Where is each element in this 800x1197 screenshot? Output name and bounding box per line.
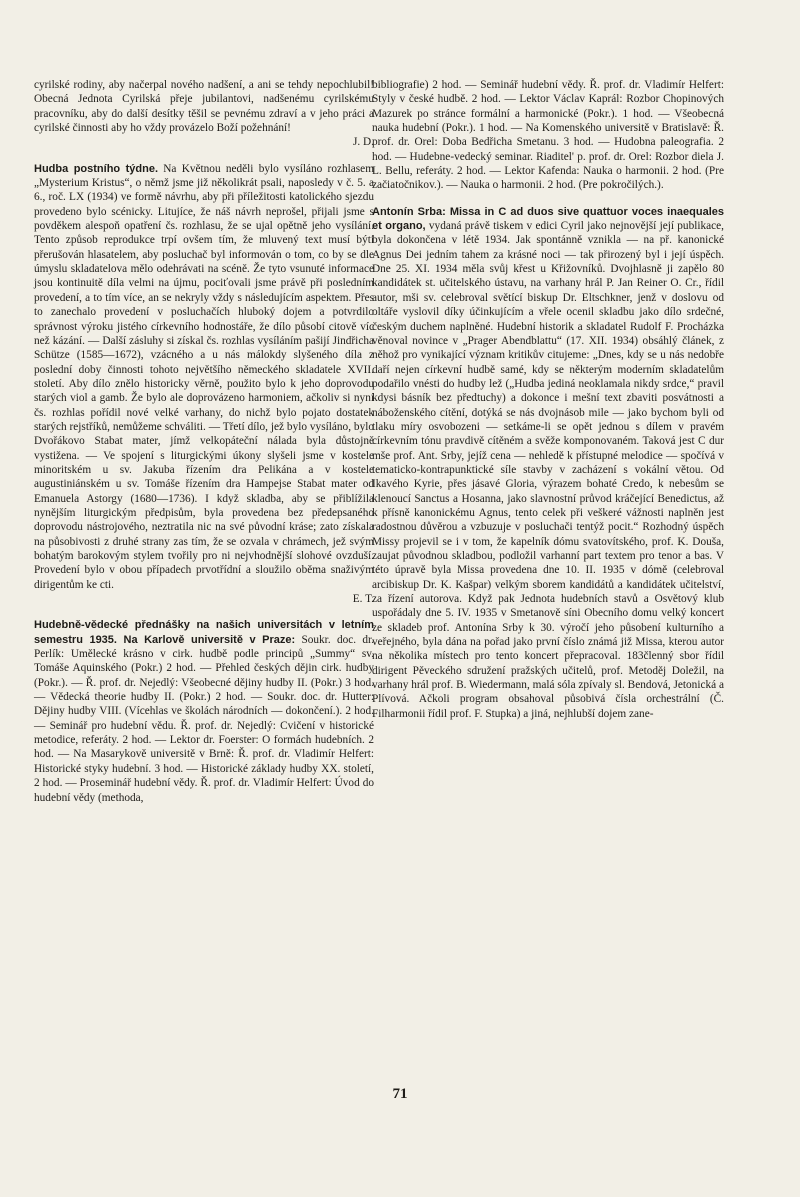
article-signature: E. T. xyxy=(352,593,374,606)
article-body: Na Květnou neděli bylo vysíláno rozhlasem „Mysterium Kristus“, o němž jsme již několikrát psali, naposledy v č. 5. a 6., roč. LX (1934) ve formě návrhu, aby při příležitosti katolického sjezdu provedeno bylo scénicky. Litujíce, že náš návrh neprošel, přijali jsme s povděkem alespoň opatření čs. rozhlasu, že se ujal opětně jeho vysílání. Tento způsob reprodukce trpí ovšem tím, že mluvený text musí býti přerušován hlasatelem, aby posluchač byl informován o tom, co by se dle úmyslu skladatelova mělo odehrávati na scéně. Že tyto vsunuté informace jsou kontinuitě díla velmi na újmu, pociťovali jsme právě při posledním provedení, a to tím více, an se nekryly vždy s následujícím aspektem. Přes to zanechalo provedení v posluchačích hluboký dojem a potvrdilo správnost výroku jistého církevního hodnostáře, že dílo působí citově víc než kázání. — Další zásluhy si získal čs. rozhlas vysíláním pašijí Jindřicha Schütze (1585—1672), vzácného a u nás málokdy slyšeného díla z poslední doby činnosti tohoto největšího německého skladatele XVII. století. Aby dílo znělo historicky věrně, použito bylo k jeho doprovodu starých viol a gamb. Že bylo ale doprovázeno harmoniem, ačkoliv si nyní čs. rozhlas pořídil nové velké varhany, do nichž bylo pojato dostatek starých rejstříků, nemůžeme schváliti. — Třetí dílo, jež bylo vysíláno, bylo Dvořákovo Stabat mater, jímž velkopáteční nálada byla důstojně vystižena. — Ve spojení s liturgickými úkony slyšeli jsme v kostele minoritském u sv. Jakuba řízením dra Pelikána a v kostele augustiniánském u sv. Tomáše řízením dra Hampejse Stabat mater od Emanuela Astorgy (1680—1736). I když skladba, aby se přiblížila nynějším liturgickým předpisům, byla provedena bez předepsaného doprovodu nástrojového, neztratila nic na své původní kráse; zato získala na působivosti z druhé strany zas tím, že se ozvala v chrámech, jež svým bohatým barokovým stylem tvořily pro ni nejvhodnější slohové ovzduší. Provedení bylo v obou případech prvotřídní a sloužilo oběma snaživým dirigentům ke cti. xyxy=(34,162,374,591)
article-continuation-text: cyrilské rodiny, aby načerpal nového nadšení, a ani se tehdy nepochlubil! Obecná Jednota Cyrilská přeje jubilantovi, nadšenému cyrilskému pracovníku, aby do další desítky těšil se pevnému zdraví a v jeho práci a cyrilské činnosti aby ho vždy provázelo Boží požehnání! xyxy=(34,79,374,135)
article-heading: Antonín Srba: Missa in C ad duos sive quattuor voces inaequales et organo, xyxy=(372,205,724,233)
article-body: Soukr. doc. dr. Perlík: Umělecké krásno v cirk. hudbě podle principů „Summy“ sv. Tomáše Aquinského (Pokr.) 2 hod. — Přehled českých dějin cirk. hudby (Pokr.). — Ř. prof. dr. Nejedlý: Všeobecné dějiny hudby II. (Pokr.) 3 hod. — Vědecká theorie hudby II. (Pokr.) 2 hod. — Soukr. doc. dr. Hutter: Dějiny hudby VIII. (Vícehlas ve školách národních — dokončení.). 2 hod. — Seminář pro hudební vědu. Ř. prof. dr. Nejedlý: Cvičení v historické metodice, referáty. 2 hod. — Lektor dr. Foerster: O formách hudebních. 2 hod. — Na Masarykově universitě v Brně: Ř. prof. dr. Vladimír Helfert: Historické styky hudební. 3 hod. — Historické základy hudby XX. století, 2 hod. — Proseminář hudební vědy. Ř. prof. dr. Vladimír Helfert: Úvod do hudební vědy (methoda, xyxy=(34,633,374,804)
article-heading: Hudebně-vědecké přednášky na našich universitách v letním semestru 1935. Na Karlově universitě v Praze: xyxy=(34,619,374,646)
article-lectures xyxy=(34,618,374,804)
article-lectures-continued xyxy=(372,78,724,193)
article-lent-music xyxy=(34,162,374,607)
article-body: vydaná právě tiskem v edici Cyril jako nejnovější její publikace, byla dokončena v létě 1934. Jak spontánně vznikla — na př. kanonické Agnus Dei jedním tahem za krásné noci — tak přirozený byl i její úspěch. Dne 25. XI. 1934 měla svůj křest u Křižovníků. Dvojhlasně ji zapělo 80 kandidátek st. učitelského ústavu, na varhany hrál P. Jan Reiner O. Cr., řídil autor, mši sv. celebroval světící biskup Dr. Eltschkner, jenž v doslovu od oltáře vyslovil díky účinkujícím a vřele ocenil skladbu jako dílo srdečné, českým duchem naplněné. Hudební historik a skladatel Rudolf F. Procházka věnoval novince v „Prager Abendblattu“ (17. XII. 1934) obsáhlý článek, z něhož pro vynikající význam kritikův citujeme: „Dnes, kdy se u nás nedobře daří nejen církevní hudbě samé, kdy se některým moderním skladatelům podařilo vnésti do hudby lež („Hudba jediná neoklamala nikdy srdce,“ pravil kdysi básník bez předtuchy) a dokonce i mešní text zbaviti posvátnosti a náboženského cítění, dotýká se nás dvojnásob mile — jako bychom byli od tlaku míry osvobozeni — setkáme-li se opět jednou s dílem v pravém církevním tónu pravdivě cítěném a svěže komponovaném. Taková jest C dur mše prof. Ant. Srby, jejíž cena — nehledě k přístupné melodice — spočívá v tematicko-kontrapunktické síle stavby v zacházení s vokální větou. Od Ikavého Kyrie, přes jásavé Gloria, výrazem bohaté Credo, k nebesům se klenoucí Sanctus a Hosanna, jako slavnostní průvod kráčející Benedictus, až k přísně kanonickému Agnus, tento celek při veškeré vážnosti naplněn jest radostnou důvěrou a vzbuzuje v posluchači tentýž pocit.“ Rozhodný úspěch Missy projevil se i v tom, že kapelník dómu svatovítského, prof. K. Douša, zaujat původnou skladbou, podložil varhanní part textem pro tenor a bas. V této úpravě byla Missa provedena dne 10. II. 1935 v dómě (celebroval arcibiskup Dr. K. Kašpar) velkým sborem kandidátů a kandidátek učitelství, za řízení autorova. Když pak Jednota hudebních stavů a Osvětový klub uspořádaly dne 5. IV. 1935 v Smetanově síni Obecního domu velký koncert ze skladeb prof. Antonína Srby k 30. výročí jeho působení kulturního a veřejného, byla dána na pořad jako první číslo známá již Missa, kterou autor na několika místech pro tento koncert přepracoval. 183členný sbor řídil dirigent Pěveckého sdružení pražských učitelů, prof. Metoděj Doležil, na varhany hrál prof. B. Wiedermann, malá sóla zpívaly sl. Bendová, Jetonická a Plívová. Ačkoli program obsahoval působivá čísla orchestrální (Č. Filharmonii řídil prof. F. Stupka) a jiná, nejhlubší dojem zane- xyxy=(372,220,725,720)
article-srba-missa xyxy=(372,205,724,721)
article-body: bibliografie) 2 hod. — Seminář hudební vědy. Ř. prof. dr. Vladimír Helfert: Styly v české hudbě. 2 hod. — Lektor Václav Kaprál: Rozbor Chopinových Mazurek po stránce formální a harmonické (Pokr.). 1 hod. — Všeobecná nauka hudební (Pokr.). 1 hod. — Na Komenského universitě v Bratislavě: Ř. prof. dr. Orel: Doba Bedřicha Smetanu. 3 hod. — Hudobna paleografia. 2 hod. — Hudebne-vedecký seminar. Riaditel' p. prof. dr. Orel: Rozbor diela J. L. Bellu, referáty. 2 hod. — Lektor Kafenda: Nauka o harmonii. 2 hod. (Pre začiatočnikov.). — Nauka o harmonii. 2 hod. (Pre pokročilých.). xyxy=(372,79,724,192)
article-signature: J. D. xyxy=(352,136,374,149)
left-column xyxy=(34,78,374,805)
article-heading: Hudba postního týdne. xyxy=(34,162,159,175)
right-column xyxy=(372,78,724,721)
article-continuation xyxy=(34,78,374,150)
page-number: 71 xyxy=(392,1086,408,1102)
document-page xyxy=(34,78,768,1118)
